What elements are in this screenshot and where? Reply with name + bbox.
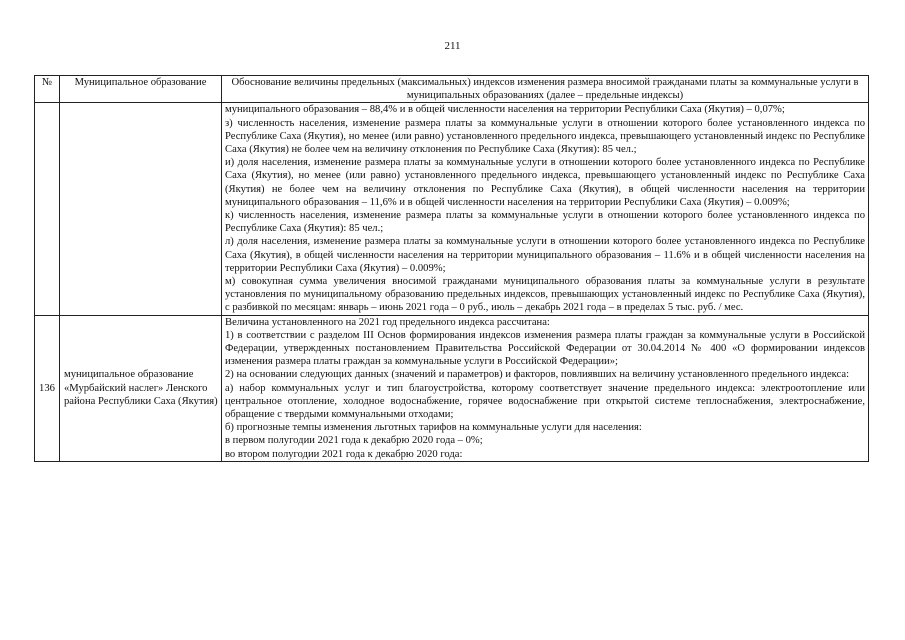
header-number: № xyxy=(35,76,60,103)
paragraph: и) доля населения, изменение размера платы за коммунальные услуги в отношении которого более установленного индекса по Республике Саха (Якутия), но менее (или равно) установленного предельного индекса, превышающего установленный индекс по Республике Саха (Якутия) не более чем на величину отклонения по Республике Саха (Якутия), в общей численности населения на территории муниципального образования – 11,6% и в общей численности населения на территории Республики Саха (Якутия) – 0.009%; xyxy=(225,157,865,208)
header-justification: Обоснование величины предельных (максимальных) индексов изменения размера вносимой гражданами платы за коммунальные услуги в муниципальных образованиях (далее – предельные индексы) xyxy=(222,76,869,103)
table-row xyxy=(35,315,869,461)
paragraph: л) доля населения, изменение размера платы за коммунальные услуги в отношении которого более установленного индекса по Республике Саха (Якутия), в общей численности населения на территории муниципального образования – 11.6% и в общей численности населения на территории Республики Саха (Якутия) – 0.009%; xyxy=(225,236,865,274)
row-justification xyxy=(222,103,869,315)
paragraph: Величина установленного на 2021 год предельного индекса рассчитана: xyxy=(225,316,550,328)
justification-table xyxy=(34,75,869,462)
paragraph: 1) в соответствии с разделом III Основ формирования индексов изменения размера платы граждан за коммунальные услуги в Российской Федерации, утвержденных постановлением Правительства Российской Федерации от 30.04.2014 № 400 «О формировании индексов изменения размера платы граждан за коммунальные услуги в Российской Федерации»; xyxy=(225,329,865,368)
paragraph: к) численность населения, изменение размера платы за коммунальные услуги в отношении которого более установленного индекса по Республике Саха (Якутия): 85 чел.; xyxy=(225,210,865,235)
paragraph: з) численность населения, изменение размера платы за коммунальные услуги в отношении которого более установленного индекса по Республике Саха (Якутия), но менее (или равно) установленного предельного индекса, превышающего установленный индекс по Республике Саха (Якутия) не более чем на величину отклонения по Республике Саха (Якутия): 85 чел.; xyxy=(225,117,865,156)
paragraph: б) прогнозные темпы изменения льготных тарифов на коммунальные услуги для населения: xyxy=(225,422,642,434)
paragraph: 2) на основании следующих данных (значений и параметров) и факторов, повлиявших на величину установленного предельного индекса: xyxy=(225,369,850,381)
row-justification xyxy=(222,315,869,461)
page-number: 211 xyxy=(444,40,461,52)
paragraph: муниципального образования – 88,4% и в общей численности населения на территории Республики Саха (Якутия) – 0,07%; xyxy=(225,104,785,116)
row-number xyxy=(35,103,60,315)
paragraph: во втором полугодии 2021 года к декабрю 2020 года: xyxy=(225,448,463,460)
row-municipality: муниципальное образование «Мурбайский наслег» Ленского района Республики Саха (Якутия) xyxy=(60,315,222,461)
paragraph: м) совокупная сумма увеличения вносимой гражданами муниципального образования платы за коммунальные услуги в результате установления по муниципальному образованию предельных индексов, превышающих установленный индекс по Республике Саха (Якутия), с разбивкой по месяцам: январь – июнь 2021 года – 0 руб., июль – декабрь 2021 года – в пределах 5 тыс. руб. / мес. xyxy=(225,276,865,314)
row-number: 136 xyxy=(35,315,60,461)
header-municipality: Муниципальное образование xyxy=(60,76,222,103)
table-row xyxy=(35,103,869,315)
paragraph: а) набор коммунальных услуг и тип благоустройства, которому соответствует значение предельного индекса: электроотопление или центральное отопление, холодное водоснабжение, горячее водоснабжение при открытой системе теплоснабжения, электроснабжение, обращение с твердыми коммунальными отходами; xyxy=(225,382,865,421)
paragraph: в первом полугодии 2021 года к декабрю 2020 года – 0%; xyxy=(225,435,483,447)
table-header-row xyxy=(35,76,869,103)
row-municipality xyxy=(60,103,222,315)
